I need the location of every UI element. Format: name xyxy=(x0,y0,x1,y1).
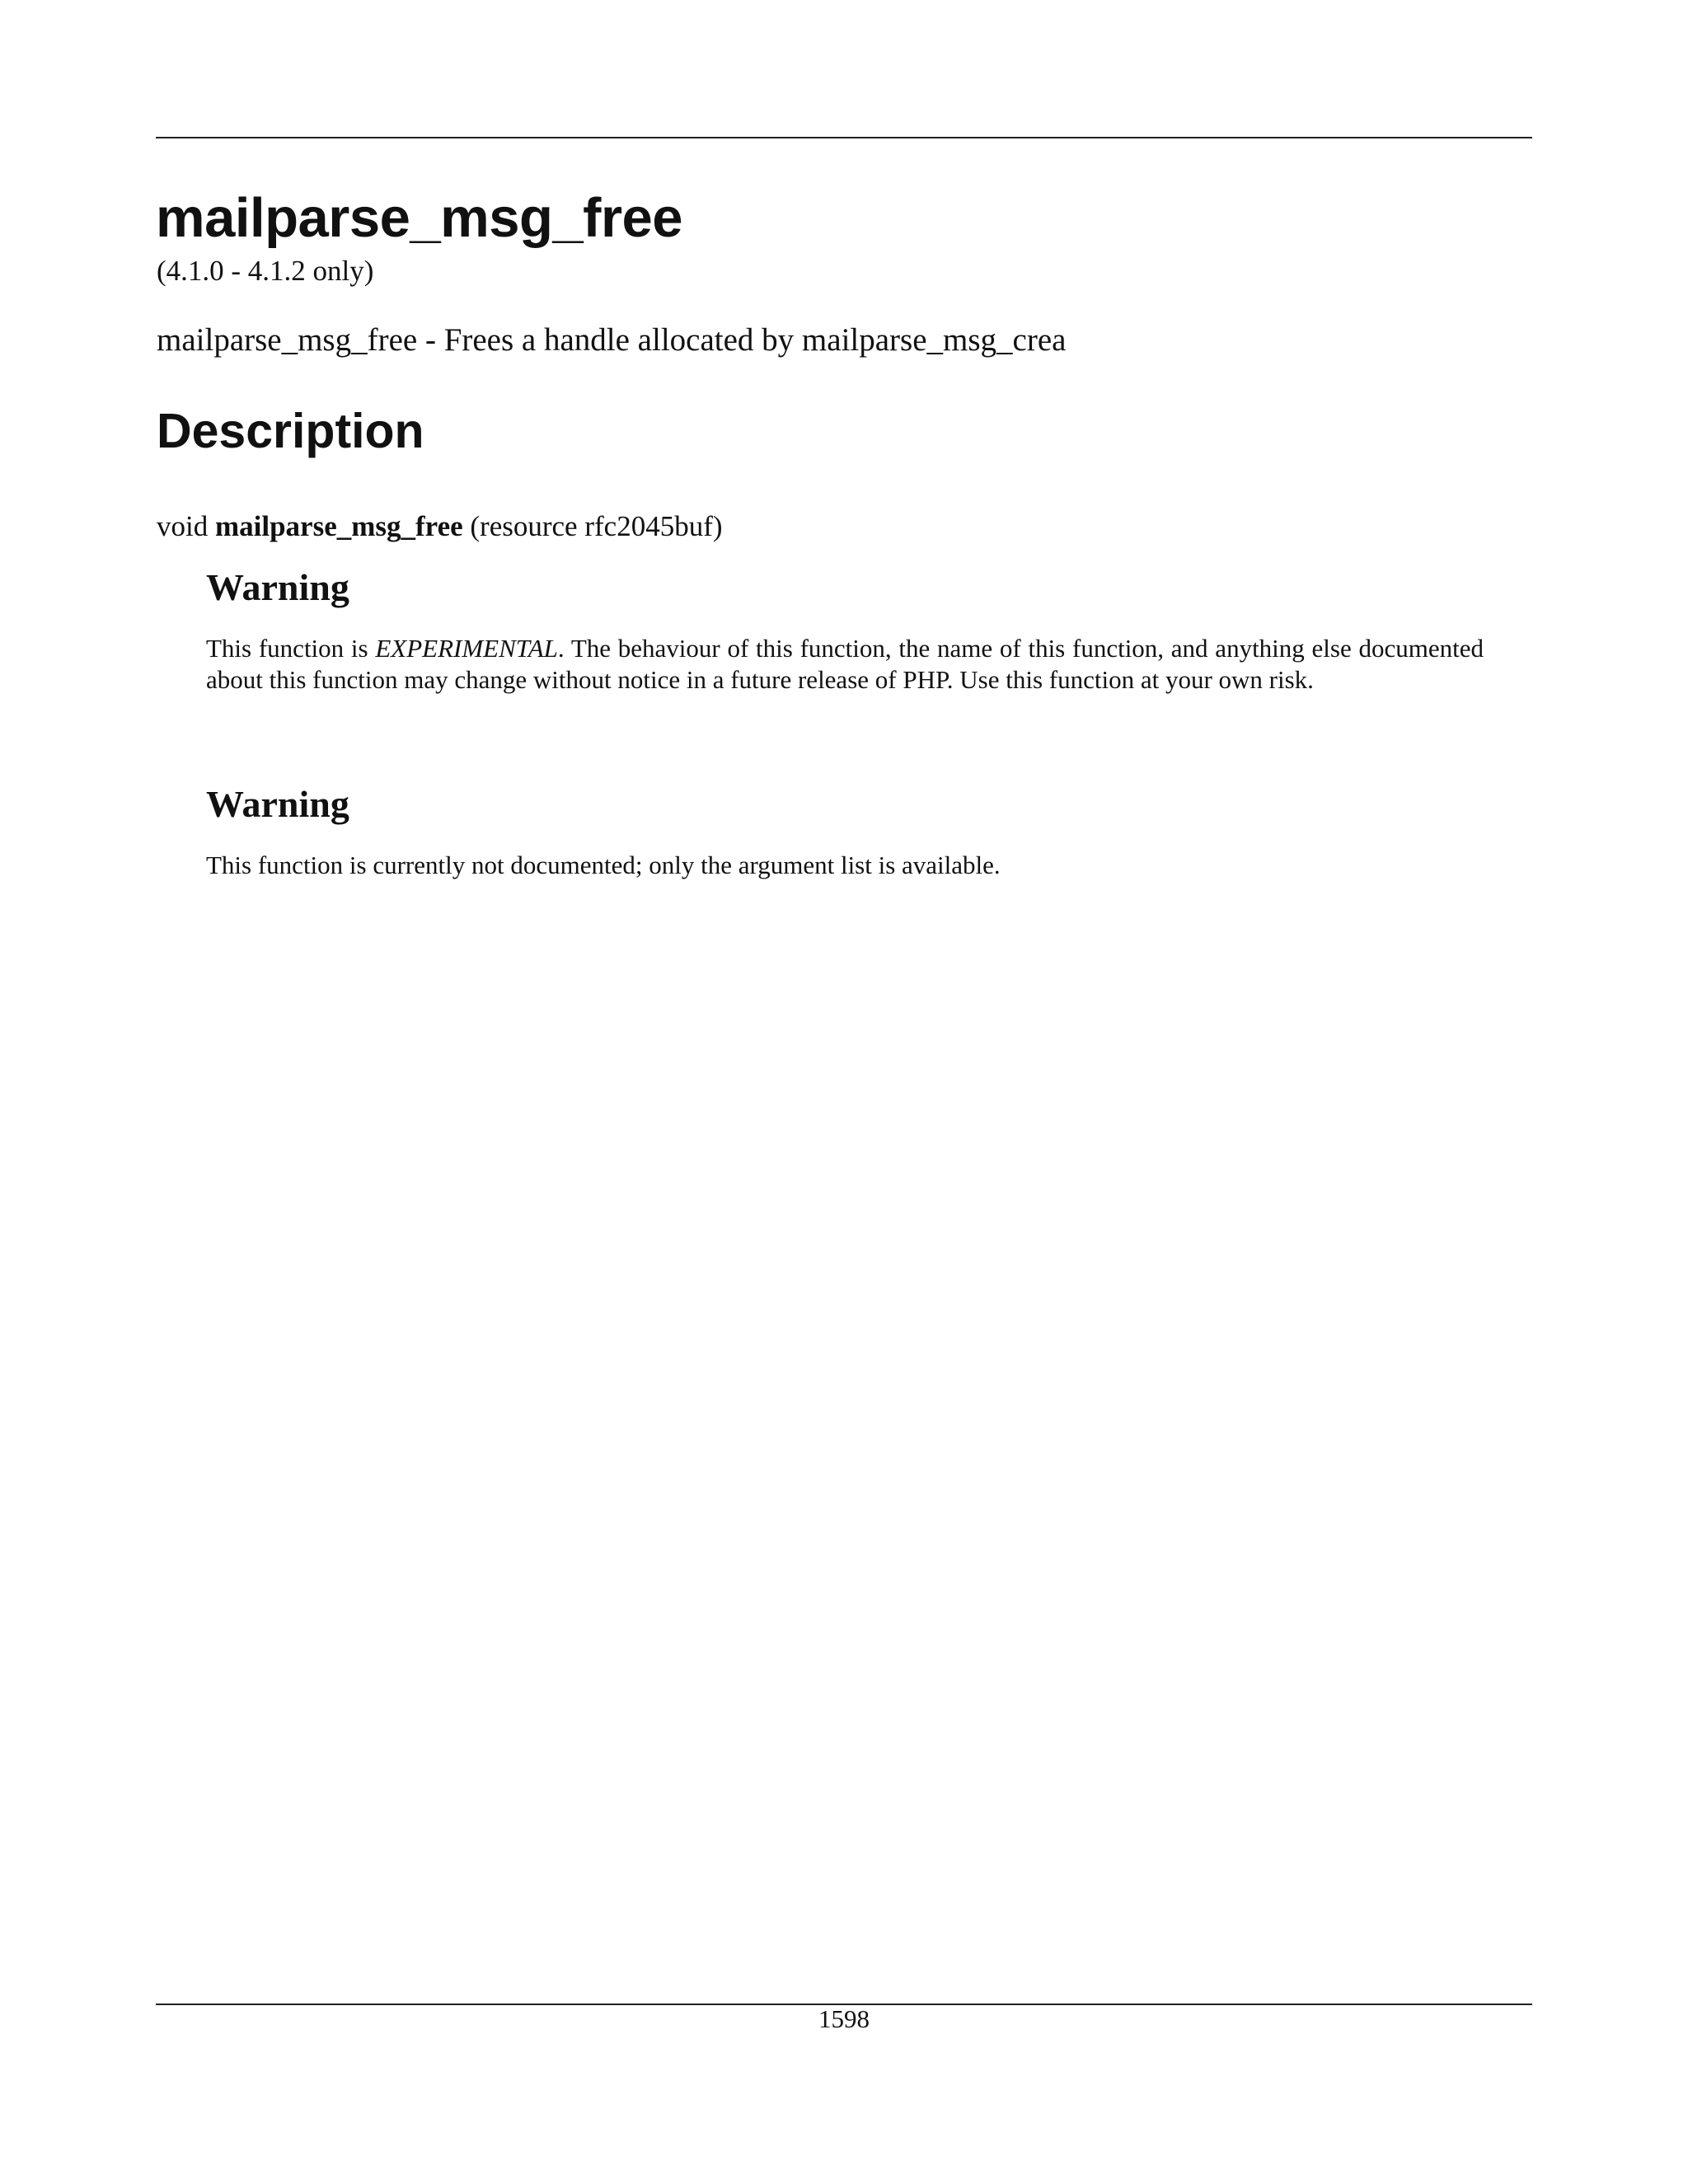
return-type: void xyxy=(157,510,209,542)
experimental-emphasis: EXPERIMENTAL xyxy=(375,634,558,663)
warning-text: This function is currently not documented; only the argument list is available. xyxy=(206,851,1001,880)
function-name: mailparse_msg_free xyxy=(214,510,463,542)
version-info: (4.1.0 - 4.1.2 only) xyxy=(157,255,374,287)
description-heading: Description xyxy=(157,404,424,458)
warning-text xyxy=(206,633,1484,696)
experimental-warning xyxy=(206,565,1484,696)
page-title: mailparse_msg_free xyxy=(156,187,683,249)
warning-title: Warning xyxy=(206,566,349,608)
undocumented-warning xyxy=(206,781,1484,881)
header-rule xyxy=(156,137,1532,138)
warning-text-after: . The behaviour of this function, the name of this function, and anything else documented about this function may change without notice in a future release of PHP. Use this function at your own risk. xyxy=(206,634,1484,695)
function-params: (resource rfc2045buf) xyxy=(470,510,723,542)
page-number: 1598 xyxy=(818,2004,870,2033)
warning-text-before: This function is xyxy=(206,634,376,663)
function-synopsis xyxy=(157,509,723,544)
function-purpose: mailparse_msg_free - Frees a handle allocated by mailparse_msg_crea xyxy=(157,322,1067,358)
warning-title: Warning xyxy=(206,783,349,825)
